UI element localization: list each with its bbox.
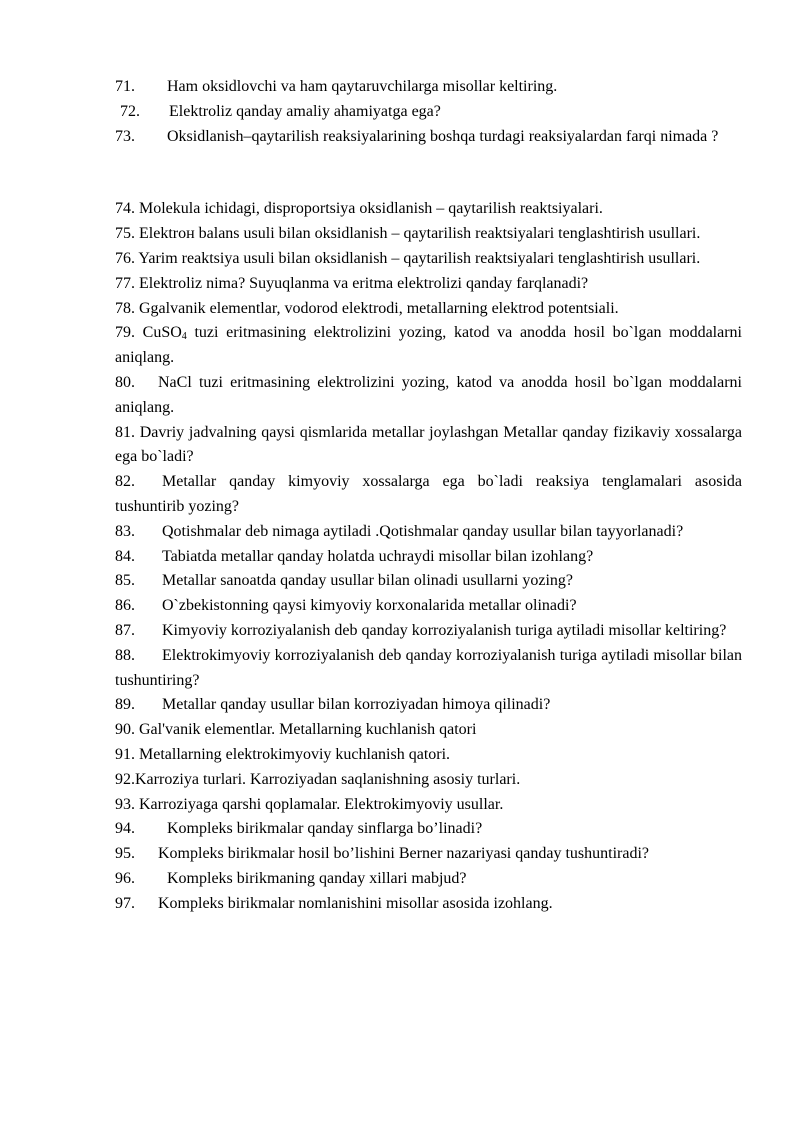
question-text: Yarim reaktsiya usuli bilan oksidlanish – qaytarilish reaktsiyalari tenglashtirish usullari.: [138, 249, 701, 267]
question-text: Karroziya turlari. Karroziyadan saqlanishning asosiy turlari.: [135, 770, 521, 788]
question-88: [115, 644, 742, 694]
question-number: 80.: [115, 373, 135, 391]
question-number: 81.: [115, 423, 135, 441]
question-text: Karroziyaga qarshi qoplamalar. Elektrokimyoviy usullar.: [139, 795, 504, 813]
question-number: 75.: [115, 225, 135, 243]
question-text: Elektroliz qanday amaliy ahamiyatga ega?: [169, 102, 441, 120]
question-76: [115, 247, 742, 272]
question-text: Ggalvanik elementlar, vodorod elektrodi, metallarning elektrod potentsiali.: [139, 299, 619, 317]
question-75: [115, 222, 742, 247]
question-number: 89.: [115, 696, 135, 714]
question-number: 83.: [115, 522, 135, 540]
question-text: Gal'vanik elementlar. Metallarning kuchlanish qatori: [139, 721, 477, 739]
question-94: [115, 817, 742, 842]
question-85: [115, 569, 742, 594]
question-text: Kimyoviy korroziyalanish deb qanday korroziyalanish turiga aytiladi misollar keltiring?: [162, 621, 727, 639]
question-text: NaCl tuzi eritmasining elektrolizini yozing, katod va anodda hosil bo`lgan moddalarni aniqlang.: [115, 373, 742, 416]
question-number: 86.: [115, 597, 135, 615]
question-text: Metallar sanoatda qanday usullar bilan olinadi usullarni yozing?: [162, 572, 573, 590]
question-83: [115, 520, 742, 545]
question-list: [115, 75, 742, 917]
question-number: 74.: [115, 200, 135, 218]
question-number: 71.: [115, 78, 135, 95]
question-text: Molekula ichidagi, disproportsiya oksidlanish – qaytarilish reaktsiyalari.: [139, 200, 603, 218]
spacer: [115, 149, 742, 197]
question-78: [115, 297, 742, 322]
formula-cuso4: CuSO$_4$: [142, 324, 187, 343]
question-80: [115, 371, 742, 421]
question-number: 90.: [115, 721, 135, 739]
question-text: Metallar qanday usullar bilan korroziyadan himoya qilinadi?: [162, 696, 551, 714]
question-77: [115, 272, 742, 297]
question-82: [115, 470, 742, 520]
question-text: Kompleks birikmalar qanday sinflarga bo’linadi?: [167, 820, 483, 838]
question-number: 78.: [115, 299, 135, 317]
question-87: [115, 619, 742, 644]
question-number: 77.: [115, 274, 135, 292]
question-81: [115, 421, 742, 471]
question-text: Kompleks birikmalar hosil bo’lishini Berner nazariyasi qanday tushuntiradi?: [158, 845, 649, 863]
question-71: [115, 75, 742, 100]
question-text: Elektrokimyoviy korroziyalanish deb qanday korroziyalanish turiga aytiladi misollar bilan tushuntiring?: [115, 646, 742, 689]
question-number: 79.: [115, 324, 135, 342]
question-84: [115, 545, 742, 570]
question-number: 93.: [115, 795, 135, 813]
question-text: Kompleks birikmalar nomlanishini misollar asosida izohlang.: [158, 894, 553, 912]
question-97: [115, 892, 742, 917]
question-number: 85.: [115, 572, 135, 590]
question-number: 76.: [115, 249, 135, 267]
question-text: O`zbekistonning qaysi kimyoviy korxonalarida metallar olinadi?: [162, 597, 577, 615]
question-93: [115, 793, 742, 818]
question-text: Elektroliz nima? Suyuqlanma va eritma elektrolizi qanday farqlanadi?: [139, 274, 589, 292]
question-text: Qotishmalar deb nimaga aytiladi .Qotishmalar qanday usullar bilan tayyorlanadi?: [162, 522, 684, 540]
question-number: 87.: [115, 621, 135, 639]
question-number: 95.: [115, 845, 135, 863]
question-90: [115, 718, 742, 743]
question-text: Tabiatda metallar qanday holatda uchraydi misollar bilan izohlang?: [162, 547, 594, 565]
question-number: 91.: [115, 745, 135, 763]
question-number: 73.: [115, 127, 135, 145]
question-74: [115, 197, 742, 222]
question-89: [115, 693, 742, 718]
question-96: [115, 867, 742, 892]
question-text: Oksidlanish–qaytarilish reaksiyalarining boshqa turdagi reaksiyalardan farqi nimada ?: [167, 127, 719, 145]
question-72: [115, 100, 742, 125]
question-95: [115, 842, 742, 867]
question-number: 96.: [115, 869, 135, 887]
question-number: 88.: [115, 646, 135, 664]
question-text: Metallarning elektrokimyoviy kuchlanish qatori.: [139, 745, 451, 763]
question-text: Davriy jadvalning qaysi qismlarida metallar joylashgan Metallar qanday fizikaviy xossalarga ega bo`ladi?: [115, 423, 742, 466]
question-86: [115, 594, 742, 619]
question-79: [115, 321, 742, 371]
question-text: Metallar qanday kimyoviy xossalarga ega bo`ladi reaksiya tenglamalari asosida tushuntirib yozing?: [115, 473, 742, 515]
question-number: 97.: [115, 894, 135, 912]
question-91: [115, 743, 742, 768]
question-number: 84.: [115, 547, 135, 565]
question-number: 82.: [115, 473, 135, 491]
question-text: tuzi eritmasining elektrolizini yozing, katod va anodda hosil bo`lgan moddalarni aniqlang.: [115, 324, 743, 367]
question-number: 94.: [115, 820, 135, 838]
question-number: 72.: [120, 102, 140, 120]
question-73: [115, 125, 742, 150]
question-text: Ham oksidlovchi va ham qaytaruvchilarga misollar keltiring.: [167, 78, 558, 95]
question-92: [115, 768, 742, 793]
question-text: Kompleks birikmaning qanday xillari mabjud?: [167, 869, 467, 887]
question-text: Elektroн balans usuli bilan oksidlanish – qaytarilish reaktsiyalari tenglashtirish usullari.: [139, 225, 701, 243]
question-number: 92.: [115, 770, 135, 788]
